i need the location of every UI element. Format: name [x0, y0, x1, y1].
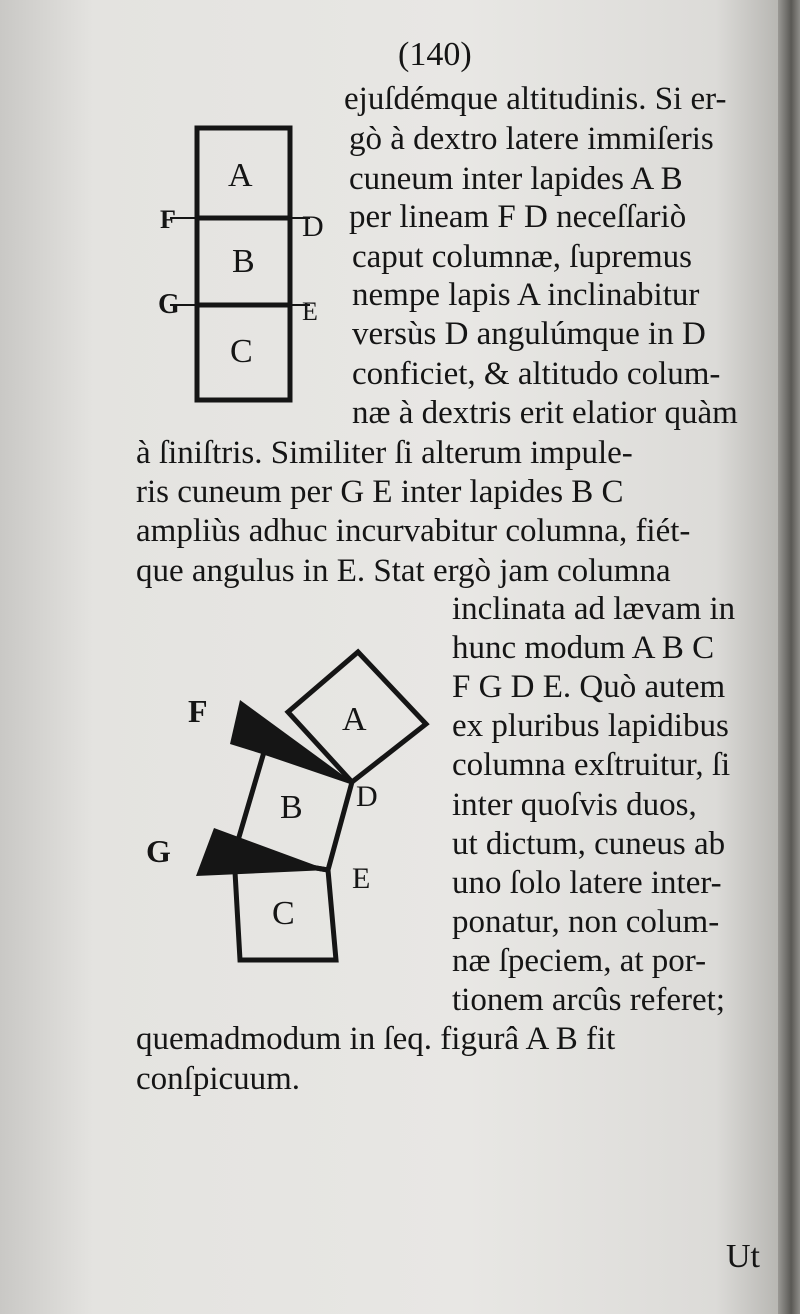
- label-c: C: [272, 895, 295, 932]
- text-line-22: ponatur, non colum-: [452, 904, 720, 940]
- text-line-14: inclinata ad lævam in: [452, 591, 736, 627]
- text-line-25: quemadmodum in ſeq. figurâ A B fit: [136, 1021, 616, 1057]
- text-line-3: cuneum inter lapides A B: [349, 161, 683, 197]
- text-line-26: conſpicuum.: [136, 1061, 301, 1097]
- text-line-23: næ ſpeciem, at por-: [452, 943, 707, 979]
- text-line-21: uno ſolo latere inter-: [452, 865, 722, 901]
- text-line-16: F G D E. Quò autem: [452, 669, 726, 705]
- label-f: F: [188, 693, 208, 729]
- text-line-17: ex pluribus lapidibus: [452, 708, 729, 744]
- catchword: Ut: [726, 1238, 760, 1275]
- text-line-2: gò à dextro latere immiſeris: [349, 121, 714, 157]
- text-line-1: ejuſdémque altitudinis. Si er-: [344, 81, 727, 117]
- text-line-12: ampliùs adhuc incurvabitur columna, fiét-: [136, 513, 691, 549]
- label-e: E: [302, 297, 318, 326]
- inclined-column-figure: [130, 640, 440, 980]
- text-line-10: à ſiniſtris. Similiter ſi alterum impule-: [136, 435, 633, 471]
- text-line-4: per lineam F D neceſſariò: [349, 199, 687, 235]
- page-number: (140): [398, 36, 472, 73]
- label-a: A: [228, 157, 253, 194]
- text-line-13: que angulus in E. Stat ergò jam columna: [136, 553, 671, 589]
- text-line-5: caput columnæ, ſupremus: [352, 239, 693, 275]
- text-line-7: versùs D angulúmque in D: [352, 316, 706, 352]
- text-line-19: inter quoſvis duos,: [452, 787, 697, 823]
- text-line-15: hunc modum A B C: [452, 630, 715, 666]
- label-e: E: [352, 862, 371, 895]
- label-g: G: [146, 833, 171, 869]
- text-line-11: ris cuneum per G E inter lapides B C: [136, 474, 624, 510]
- label-a: A: [342, 701, 367, 738]
- label-c: C: [230, 333, 253, 370]
- text-line-6: nempe lapis A inclinabitur: [352, 277, 700, 313]
- label-d: D: [302, 210, 324, 243]
- text-line-20: ut dictum, cuneus ab: [452, 826, 726, 862]
- text-line-18: columna exſtruitur, ſi: [452, 747, 731, 783]
- label-b: B: [232, 243, 255, 280]
- label-d: D: [356, 780, 378, 813]
- text-line-8: conficiet, & altitudo colum-: [352, 356, 721, 392]
- book-spine: [778, 0, 800, 1314]
- text-line-24: tionem arcûs referet;: [452, 982, 726, 1018]
- label-g: G: [158, 289, 180, 320]
- text-line-9: næ à dextris erit elatior quàm: [352, 395, 738, 431]
- wedge-g: [196, 828, 328, 876]
- upright-column-figure: [150, 120, 350, 410]
- label-f: F: [160, 205, 176, 234]
- label-b: B: [280, 789, 303, 826]
